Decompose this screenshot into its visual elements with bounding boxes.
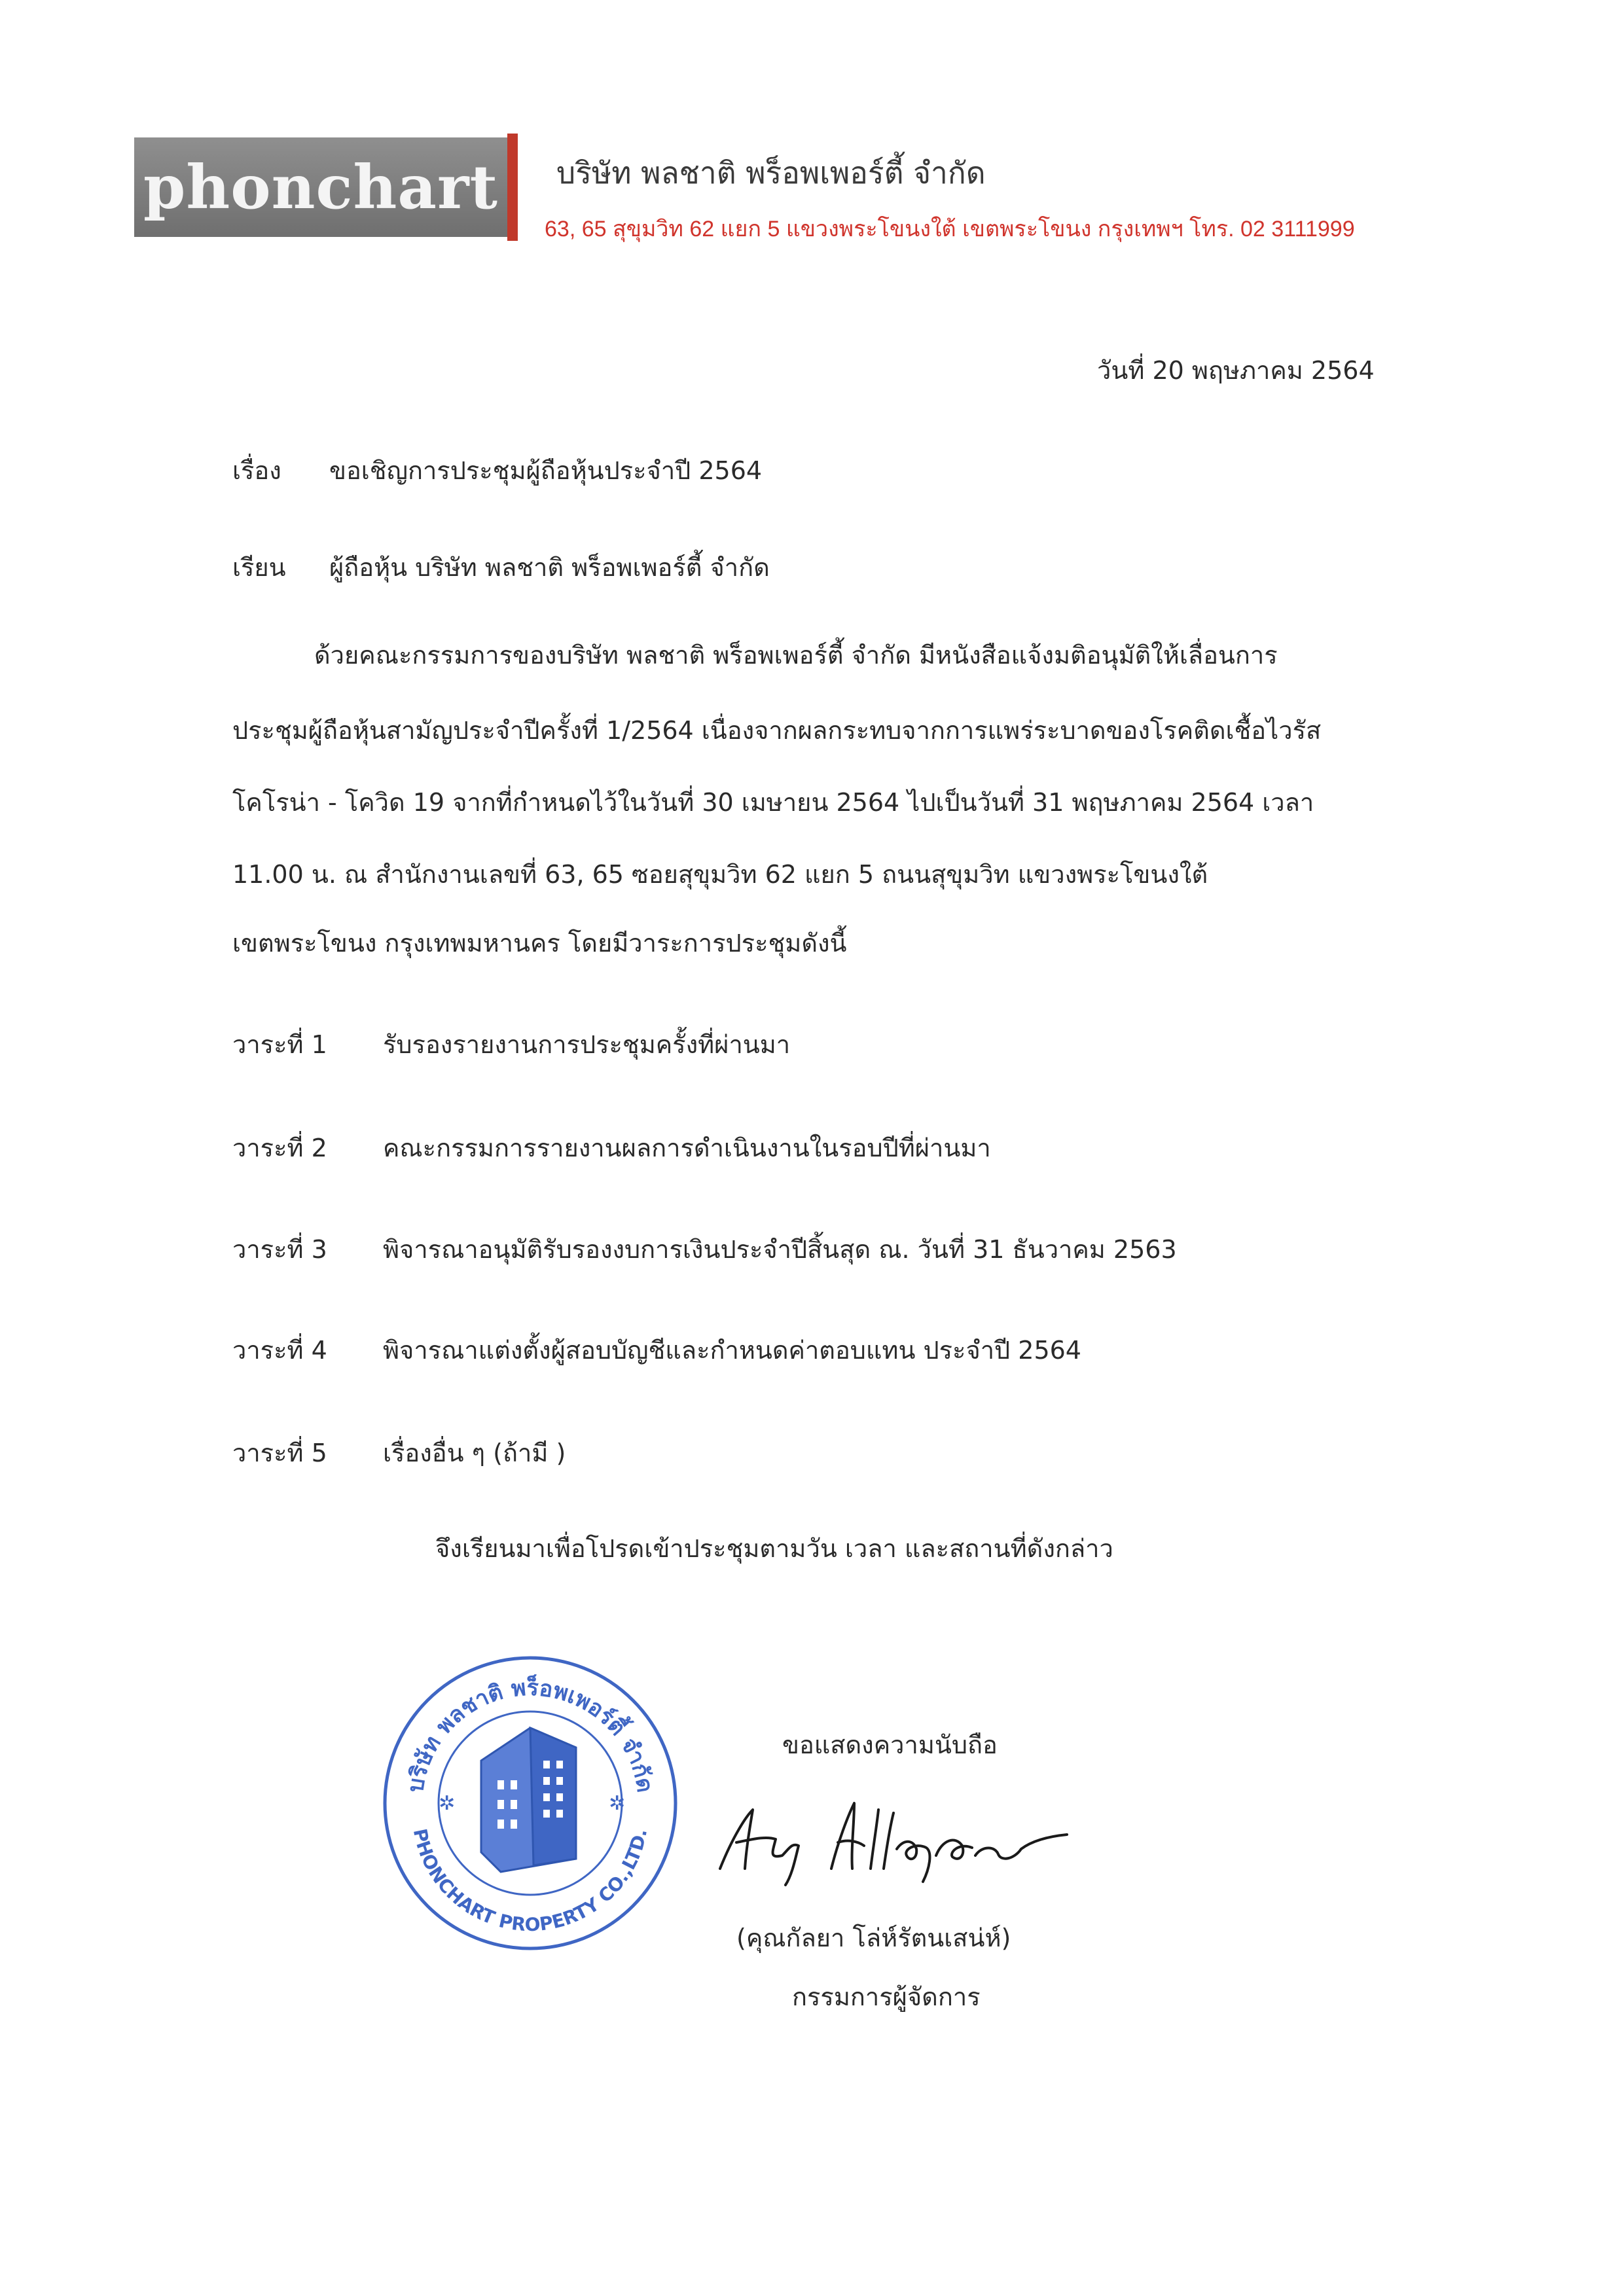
signer-name: (คุณกัลยา โล่ห์รัตนเสน่ห์) xyxy=(736,1924,1011,1952)
signature-icon xyxy=(707,1777,1074,1895)
agenda-item: พิจารณาอนุมัติรับรองงบการเงินประจำปีสิ้นสุด ณ. วันที่ 31 ธันวาคม 2563 xyxy=(383,1235,1177,1264)
agenda-label: วาระที่ 4 xyxy=(232,1336,327,1365)
letter-date: วันที่ 20 พฤษภาคม 2564 xyxy=(1097,356,1375,385)
agenda-item: คณะกรรมการรายงานผลการดำเนินงานในรอบปีที่ผ่านมา xyxy=(383,1134,991,1162)
body-line: ด้วยคณะกรรมการของบริษัท พลชาติ พร็อพเพอร์ตี้ จำกัด มีหนังสือแจ้งมติอนุมัติให้เลื่อนการ xyxy=(314,641,1278,670)
svg-text:✲: ✲ xyxy=(609,1792,626,1815)
regards-text: ขอแสดงความนับถือ xyxy=(782,1731,998,1759)
agenda-label: วาระที่ 5 xyxy=(232,1439,327,1467)
agenda-item: รับรองรายงานการประชุมครั้งที่ผ่านมา xyxy=(383,1030,791,1059)
agenda-label: วาระที่ 3 xyxy=(232,1235,327,1264)
agenda-item: พิจารณาแต่งตั้งผู้สอบบัญชีและกำหนดค่าตอบแทน ประจำปี 2564 xyxy=(383,1336,1081,1365)
agenda-label: วาระที่ 1 xyxy=(232,1030,327,1059)
subject-text: ขอเชิญการประชุมผู้ถือหุ้นประจำปี 2564 xyxy=(329,456,763,485)
closing-sentence: จึงเรียนมาเพื่อโปรดเข้าประชุมตามวัน เวลา และสถานที่ดังกล่าว xyxy=(435,1534,1113,1563)
logo-accent-bar xyxy=(507,134,518,241)
signer-title: กรรมการผู้จัดการ xyxy=(792,1982,981,2011)
company-logo xyxy=(134,137,507,237)
seal-top-text: บริษัท พลชาติ พร็อพเพอร์ตี้ จำกัด xyxy=(402,1674,659,1795)
svg-text:✲: ✲ xyxy=(439,1792,456,1815)
company-seal-icon xyxy=(376,1649,684,1957)
agenda-label: วาระที่ 2 xyxy=(232,1134,327,1162)
body-line: โคโรน่า - โควิด 19 จากที่กำหนดไว้ในวันที่ 30 เมษายน 2564 ไปเป็นวันที่ 31 พฤษภาคม 2564 เวลา xyxy=(232,788,1314,817)
seal-bottom-text: PHONCHART PROPERTY CO.,LTD. xyxy=(408,1827,652,1936)
body-line: ประชุมผู้ถือหุ้นสามัญประจำปีครั้งที่ 1/2564 เนื่องจากผลกระทบจากการแพร่ระบาดของโรคติดเชื้อไวรัส xyxy=(232,716,1322,745)
logo-text: phonchart xyxy=(143,152,498,223)
recipient-label: เรียน xyxy=(232,553,286,582)
recipient-text: ผู้ถือหุ้น บริษัท พลชาติ พร็อพเพอร์ตี้ จำกัด xyxy=(329,553,770,582)
body-line: 11.00 น. ณ สำนักงานเลขที่ 63, 65 ซอยสุขุมวิท 62 แยก 5 ถนนสุขุมวิท แขวงพระโขนงใต้ xyxy=(232,860,1208,889)
company-name: บริษัท พลชาติ พร็อพเพอร์ตี้ จำกัด xyxy=(556,155,986,190)
subject-label: เรื่อง xyxy=(232,456,281,485)
body-line: เขตพระโขนง กรุงเทพมหานคร โดยมีวาระการประชุมดังนี้ xyxy=(232,929,847,958)
company-address: 63, 65 สุขุมวิท 62 แยก 5 แขวงพระโขนงใต้ เขตพระโขนง กรุงเทพฯ โทร. 02 3111999 xyxy=(545,217,1355,242)
agenda-item: เรื่องอื่น ๆ (ถ้ามี ) xyxy=(383,1439,566,1467)
